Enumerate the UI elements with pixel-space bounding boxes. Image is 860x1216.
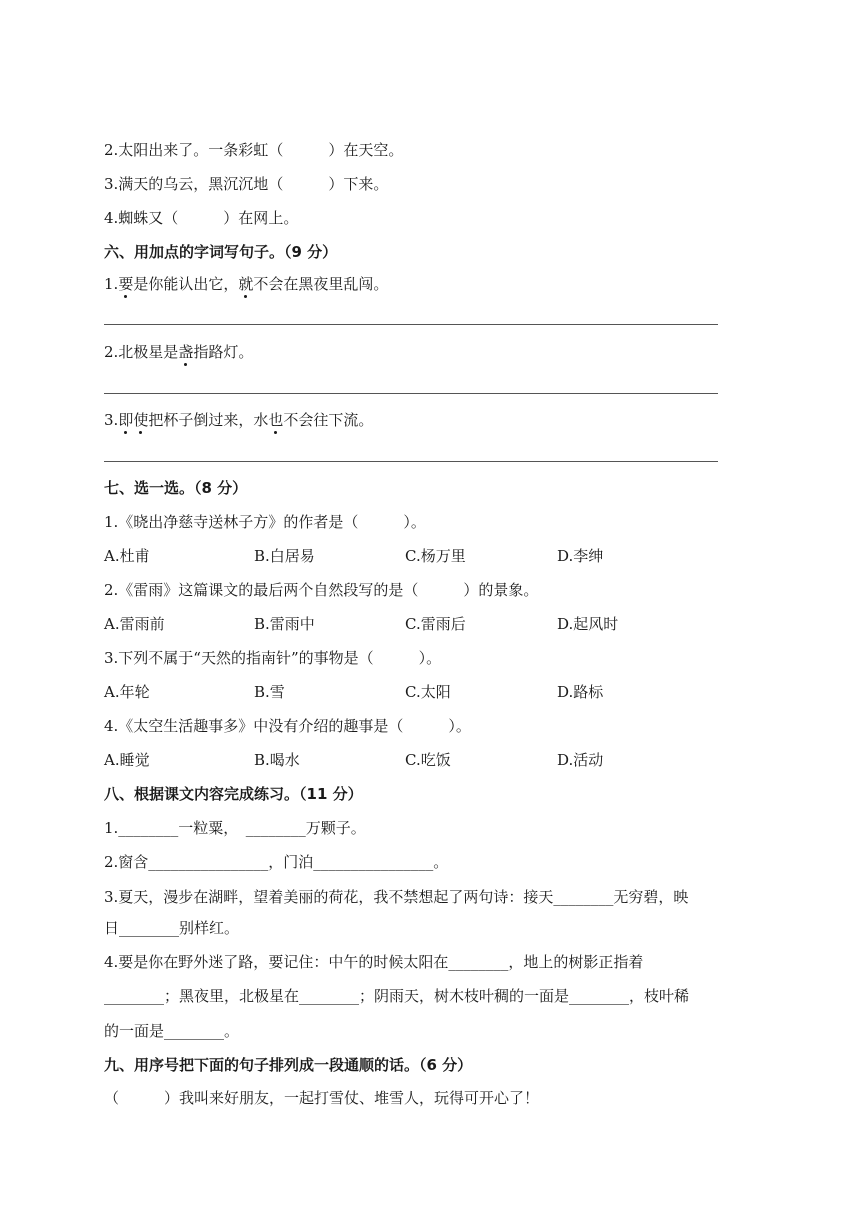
sec6-q2: 2.北极星是盏指路灯。: [104, 343, 254, 361]
answer-line[interactable]: [104, 393, 718, 394]
sec8-q4-line1: 4.要是你在野外迷了路，要记住：中午的时候太阳在________，地上的树影正指着: [104, 953, 644, 971]
option-a: A.睡觉: [104, 751, 150, 769]
sec9-q1: （ ）我叫来好朋友，一起打雪仗、堆雪人，玩得可开心了！: [104, 1089, 540, 1107]
option-b: B.白居易: [254, 547, 315, 565]
dotted-char: 就: [238, 275, 254, 293]
dotted-char: 要: [118, 275, 134, 293]
dotted-char: 盏: [178, 343, 194, 361]
option-b: B.雪: [254, 683, 285, 701]
option-a: A.杜甫: [104, 547, 150, 565]
sec8-q2: 2.窗含________________，门泊________________。: [104, 853, 449, 871]
sec7-q3: 3.下列不属于“天然的指南针”的事物是（ ）。: [104, 649, 442, 667]
sec6-q3: 3.即使把杯子倒过来，水也不会往下流。: [104, 411, 374, 429]
answer-line[interactable]: [104, 324, 718, 325]
sec8-q1: 1.________一粒粟， ________万颗子。: [104, 819, 366, 837]
option-a: A.年轮: [104, 683, 150, 701]
sec6-q1: 1.要是你能认出它，就不会在黑夜里乱闯。: [104, 275, 389, 293]
sec7-q2: 2.《雷雨》这篇课文的最后两个自然段写的是（ ）的景象。: [104, 581, 539, 599]
option-d: D.李绅: [557, 547, 604, 565]
option-c: C.太阳: [405, 683, 451, 701]
sec5-line-3: 3.满天的乌云，黑沉沉地（ ）下来。: [104, 175, 389, 193]
answer-line[interactable]: [104, 461, 718, 462]
option-c: C.杨万里: [405, 547, 466, 565]
sec9-title: 九、用序号把下面的句子排列成一段通顺的话。（6 分）: [104, 1056, 473, 1074]
sec8-title: 八、根据课文内容完成练习。（11 分）: [104, 785, 363, 803]
option-b: B.喝水: [254, 751, 300, 769]
sec5-line-4: 4.蜘蛛又（ ）在网上。: [104, 209, 299, 227]
sec8-q4-line2: ________；黑夜里，北极星在________；阴雨天，树木枝叶稠的一面是________，枝叶稀: [104, 987, 690, 1005]
sec7-title: 七、选一选。（8 分）: [104, 479, 248, 497]
sec5-line-2: 2.太阳出来了。一条彩虹（ ）在天空。: [104, 141, 404, 159]
sec7-q1: 1.《晓出净慈寺送林子方》的作者是（ ）。: [104, 513, 426, 531]
dotted-char: 使: [133, 411, 149, 429]
option-c: C.雷雨后: [405, 615, 466, 633]
option-d: D.活动: [557, 751, 604, 769]
sec8-q4-line3: 的一面是________。: [104, 1022, 240, 1040]
option-c: C.吃饭: [405, 751, 451, 769]
dotted-char: 也: [268, 411, 284, 429]
sec6-title: 六、用加点的字词写句子。（9 分）: [104, 243, 338, 261]
sec7-q4: 4.《太空生活趣事多》中没有介绍的趣事是（ ）。: [104, 717, 471, 735]
option-d: D.路标: [557, 683, 604, 701]
dotted-char: 即: [118, 411, 134, 429]
sec8-q3-line1: 3.夏天，漫步在湖畔，望着美丽的荷花，我不禁想起了两句诗：接天________无穷碧，映: [104, 888, 689, 906]
sec8-q3-line2: 日________别样红。: [104, 919, 240, 937]
option-d: D.起风时: [557, 615, 619, 633]
option-a: A.雷雨前: [104, 615, 165, 633]
option-b: B.雷雨中: [254, 615, 315, 633]
